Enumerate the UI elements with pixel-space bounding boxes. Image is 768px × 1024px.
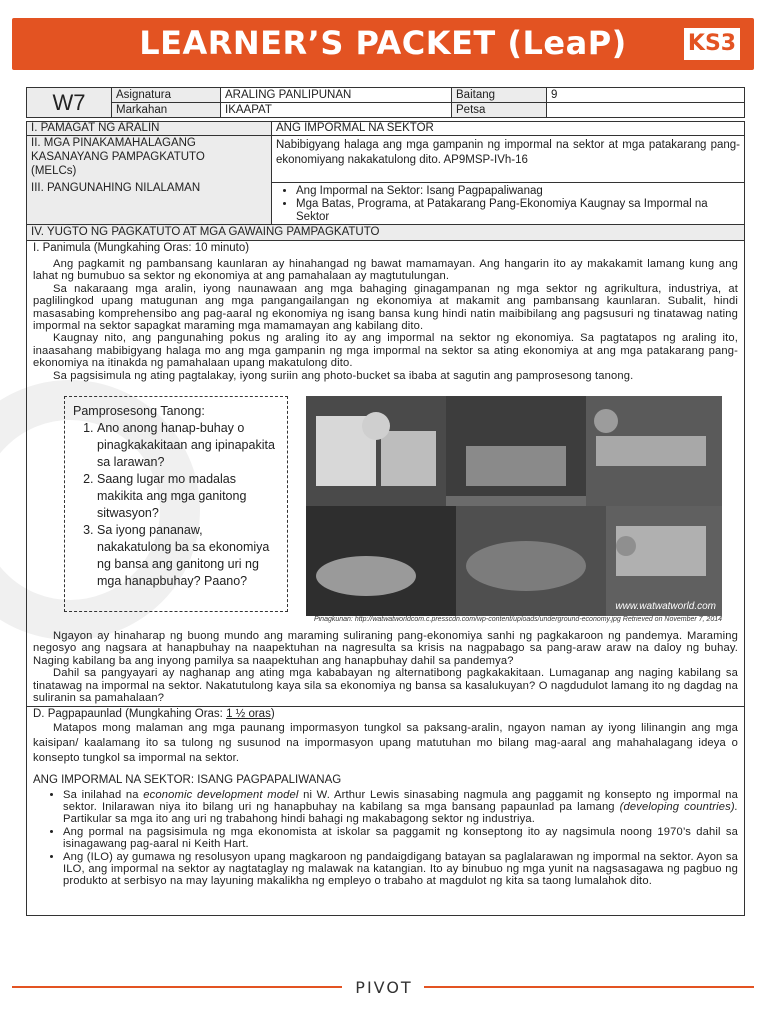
nilalaman-value [272,183,745,225]
question-item: 2. Saang lugar mo madalas makikita ang mga ganitong sitwasyon? [97,471,279,522]
explanation-list [33,789,738,888]
markahan-label: Markahan [112,103,221,118]
text-run: Sa inilahad na [63,788,144,801]
nilalaman-list [276,185,740,224]
paragraph: Matapos mong malaman ang mga paunang impormasyon tungkol sa paksang-aralin, ngayon naman ay iyong lilinangin ang mga kaisipan/ kaalamang ito sa tulong ng susunod na impormasyon upang matutuhan mo bilang mag-aaral ang mahahalagang ideya o konsepto tungkol sa impormal na sektor. [33,721,738,764]
baitang-label: Baitang [452,88,547,103]
question-item: 3. Sa iyong pananaw, nakakatulong ba sa ekonomiya ng bansa ang ganitong uri ng mga hanapbuhay? Paano? [97,522,279,590]
explanation-item: • Ang (ILO) ay gumawa ng resolusyon upang magkaroon ng pandaigdigang batayan sa paglalarawan ng impormal na sektor. Ayon sa ILO, ang impormal na sektor ay nagtataglay ng malawak na katangian. Ito ay binubuo ng mga yunit na nagsasagawa ng pagbuo ng produkto at serbisyo na may layuning makalikha ng empleyo o trabaho at magdulot ng kita sa taong lumalahok dito. [63,851,738,888]
text-run: ni W. Arthur Lewis sinasabing nagmula ang paggamit ng konsepto ng impormal na sektor. Inilarawan niya ito bilang uri ng hanapbuhay na kabilang sa mga bansang papaunlad pa lamang [63,788,738,813]
nilalaman-item: • Mga Batas, Programa, at Patakarang Pang-Ekonomiya Kaugnay sa Impormal na Sektor [296,198,740,224]
pamagat-value: ANG IMPORMAL NA SEKTOR [272,122,745,136]
leap-banner [12,18,754,70]
asignatura-label: Asignatura [112,88,221,103]
pamprosesong-tanong-box [64,396,288,612]
text-run: (developing countries). [619,800,738,813]
pivot-logo: PIVOT [355,978,413,997]
paragraph: Sa nakaraang mga aralin, iyong naunawaan ang mga bahaging ginagampanan ng mga sektor ng agrikultura, industriya, at paglilingkod upang matugunan ang mga pangangailangan ng ekonomiya at makamit ang pambansang kaunlaran. Subalit, hindi masasabing komprehensibo ang pag-aaral ng ekonomiya ng isang bansa kung hindi natin maibibilang ang pagsusuri ng tinatawag nating impormal na sektor sapagkat maraming mga mamamayan ang kabilang dito. [33,282,738,333]
melcs-and-nilalaman-labels [27,136,272,225]
pagpapaunlad-time: 1 ½ oras [226,707,271,720]
photo-watermark: www.watwatworld.com [615,601,716,612]
petsa-label: Petsa [452,103,547,118]
asignatura-value: ARALING PANLIPUNAN [221,88,452,103]
photo-collage-graphic [306,396,722,616]
paragraph: Dahil sa pangyayari ay naghanap ang ating mga kababayan ng alternatibong pagkakakitaan. Lumaganap ang naging kabilang sa tinatawag na impormal na sektor. Nakatutulong kaya sila sa ekonomiya ng bansa sa kasalukuyan? O nagdudulot lamang ito ng dagdag na suliranin sa pamahalaan? [33,667,738,705]
markahan-value: IKAAPAT [221,103,452,118]
melcs-label: II. MGA PINAKAMAHALAGANG KASANAYANG PAMPAGKATUTO (MELCs) [31,137,205,177]
text-run: economic development model [143,788,299,801]
ks3-badge: KS3 [684,28,740,60]
panimula-heading: I. Panimula (Mungkahing Oras: 10 minuto) [33,242,250,254]
text-run: Partikular sa mga ito ang uri ng trabahong hindi bahagi ng makabagong sektor ng industriya. [63,813,536,826]
paragraph: Kaugnay nito, ang pangunahing pokus ng araling ito ay ang impormal na sektor ng ekonomiya. Sa pagtatapos ng araling ito, inaasahang mabibigyang halaga mo ang mga gampanin ng mga impormal na sektor sa ating ekonomiya at ang mga patakarang pang-ekonomiya na itinakda ng pamahalaan upang makatulong dito. [33,332,738,370]
section-iv-heading: IV. YUGTO NG PAGKATUTO AT MGA GAWAING PAMPAGKATUTO [27,225,744,241]
question-item: 1. Ano anong hanap-buhay o pinagkakakitaan ang ipinapakita sa larawan? [97,420,279,471]
explanation-item: • Ang pormal na pagsisimula ng mga ekonomista at iskolar sa paggamit ng konseptong ito ay nagsimula noong 1970’s dahil sa isinagawang pag-aaral ni Keith Hart. [63,826,738,851]
banner-title: LEARNER’S PACKET (LeaP) [139,24,627,62]
questions-title: Pamprosesong Tanong: [73,404,205,418]
nilalaman-item: • Ang Impormal na Sektor: Isang Pagpapaliwanag [296,185,740,198]
pagpapaunlad-suffix: ) [270,707,275,720]
paragraph: Ngayon ay hinaharap ng buong mundo ang maraming suliraning pang-ekonomiya sanhi ng pagkakaroon ng pandemya. Maraming negosyo ang nagsara at hanapbuhay na naapektuhan na nagresulta sa krisis na nagpabago sa pang-araw araw na daloy ng buhay. Naging kabilang ba ang inyong pamilya sa naapektuhan ang hanapbuhay dahil sa pandemya? [33,630,738,667]
nilalaman-label: III. PANGUNAHING NILALAMAN [31,182,201,194]
explanation-item [63,789,738,826]
petsa-value [547,103,745,118]
pagpapaunlad-heading [33,708,738,721]
questions-list [73,420,279,590]
informal-economy-photo-collage [306,396,722,616]
paragraph: Sa pagsisimula ng ating pagtalakay, iyong suriin ang photo-bucket sa ibaba at sagutin ang pamprosesong tanong. [53,369,634,382]
week-cell: W7 [27,88,112,118]
subheading: ANG IMPORMAL NA SEKTOR: ISANG PAGPAPALIWANAG [33,773,342,786]
sections-table [26,121,745,225]
paragraph: Ang pagkamit ng pambansang kaunlaran ay hinahangad ng bawat mamamayan. Ang hangarin ito ay makakamit lamang kung ang lahat ng bumubuo sa sektor ng ekonomiya at ang pamahalaan ay magtutulungan. [33,258,738,283]
pagpapaunlad-prefix: D. Pagpapaunlad (Mungkahing Oras: [33,707,227,720]
photo-source: Pinagkunan: http://watwatworldcom.c.presscdn.com/wp-content/uploads/underground-economy.jpg Retrieved on November 7, 2014 [313,616,722,623]
melcs-value: Nabibigyang halaga ang mga gampanin ng impormal na sektor at mga patakarang pang-ekonomiyang nakakatulong dito. AP9MSP-IVh-16 [272,136,745,183]
baitang-value: 9 [547,88,745,103]
pamagat-label: I. PAMAGAT NG ARALIN [27,122,272,136]
header-table [26,87,745,118]
